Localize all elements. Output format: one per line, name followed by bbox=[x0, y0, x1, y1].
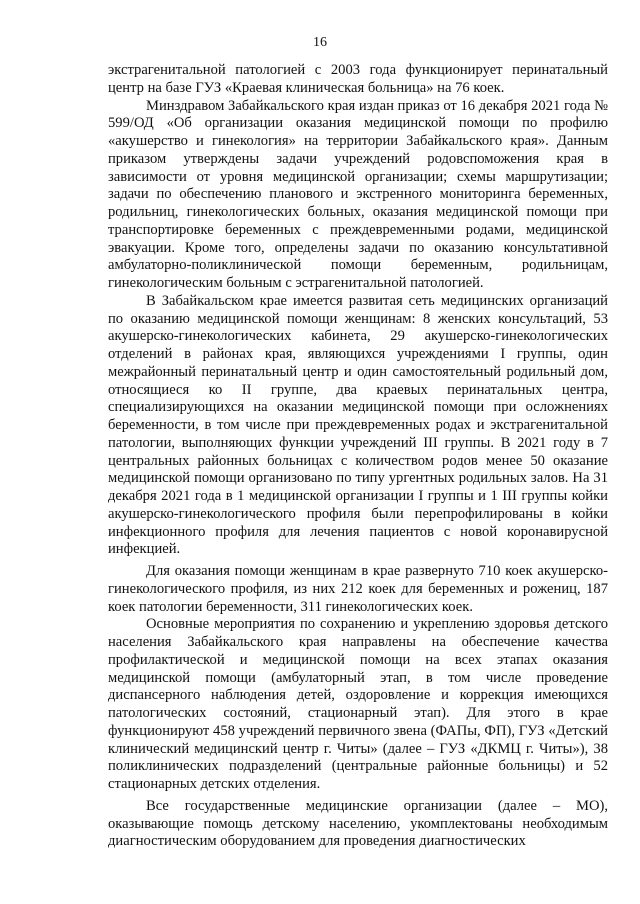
document-body bbox=[108, 62, 608, 851]
paragraph-equipment: Все государственные медицинские организации (далее – МО), оказывающие помощь детскому населению, укомплектованы необходимым диагностическим оборудованием для проведения диагностических bbox=[108, 797, 608, 850]
page-number: 16 bbox=[313, 35, 327, 50]
paragraph-medical-network: В Забайкальском крае имеется развитая сеть медицинских организаций по оказанию медицинской помощи женщинам: 8 женских консультаций, 53 акушерско-гинекологических кабинета, 29 акушерско-гинекологических отделений в районах края, являющихся учреждениями I группы, один межрайонный перинатальный центр и один самостоятельный родильный дом, относящиеся ко II группе, два краевых перинатальных центра, специализирующихся на оказании медицинской помощи при осложнениях беременности, в том числе при преждевременных родах и экстрагенитальной патологии, выполняющих функции учреждений III группы. В 2021 году в 7 центральных районных больницах с количеством родов менее 50 оказание медицинской помощи организовано по типу ургентных родильных залов. На 31 декабря 2021 года в 1 медицинской организации I группы и 1 III группы койки акушерско-гинекологического профиля были перепрофилированы в койки инфекционного профиля для лечения пациентов с новой коронавирусной инфекцией. bbox=[108, 292, 608, 558]
paragraph-bed-capacity: Для оказания помощи женщинам в крае развернуто 710 коек акушерско-гинекологического профиля, из них 212 коек для беременных и рожениц, 187 коек патологии беременности, 311 гинекологических коек. bbox=[108, 563, 608, 615]
paragraph-order-description: Минздравом Забайкальского края издан приказ от 16 декабря 2021 года № 599/ОД «Об организации оказания медицинской помощи по профилю «акушерство и гинекология» на территории Забайкальского края». Данным приказом утверждены задачи учреждений родовспоможения края в зависимости от уровня медицинской организации; схемы маршрутизации; задачи по обеспечению планового и экстренного мониторинга беременных, родильниц, гинекологических больных, оказания медицинской помощи при транспортировке беременных с преждевременными родами, медицинской эвакуации. Кроме того, определены задачи по оказанию консультативной амбулаторно-поликлинической помощи беременным, родильницам, гинекологическим больным с эстрагенитальной патологией. bbox=[108, 97, 608, 291]
paragraph-continuation: экстрагенитальной патологией с 2003 года функционирует перинатальный центр на базе ГУЗ «Краевая клиническая больница» на 76 коек. bbox=[108, 62, 608, 96]
paragraph-child-health: Основные мероприятия по сохранению и укреплению здоровья детского населения Забайкальского края направлены на обеспечение качества профилактической и медицинской помощи на всех этапах оказания медицинской помощи (амбулаторный этап, в том числе проведение диспансерного наблюдения детей, оздоровление и коррекция имеющихся патологических состояний, стационарный этап). Для этого в крае функционируют 458 учреждений первичного звена (ФАПы, ФП), ГУЗ «Детский клинический медицинский центр г. Читы» (далее – ГУЗ «ДКМЦ г. Читы»), 38 поликлинических подразделений (центральные районные больницы) и 52 стационарных детских отделения. bbox=[108, 616, 608, 792]
